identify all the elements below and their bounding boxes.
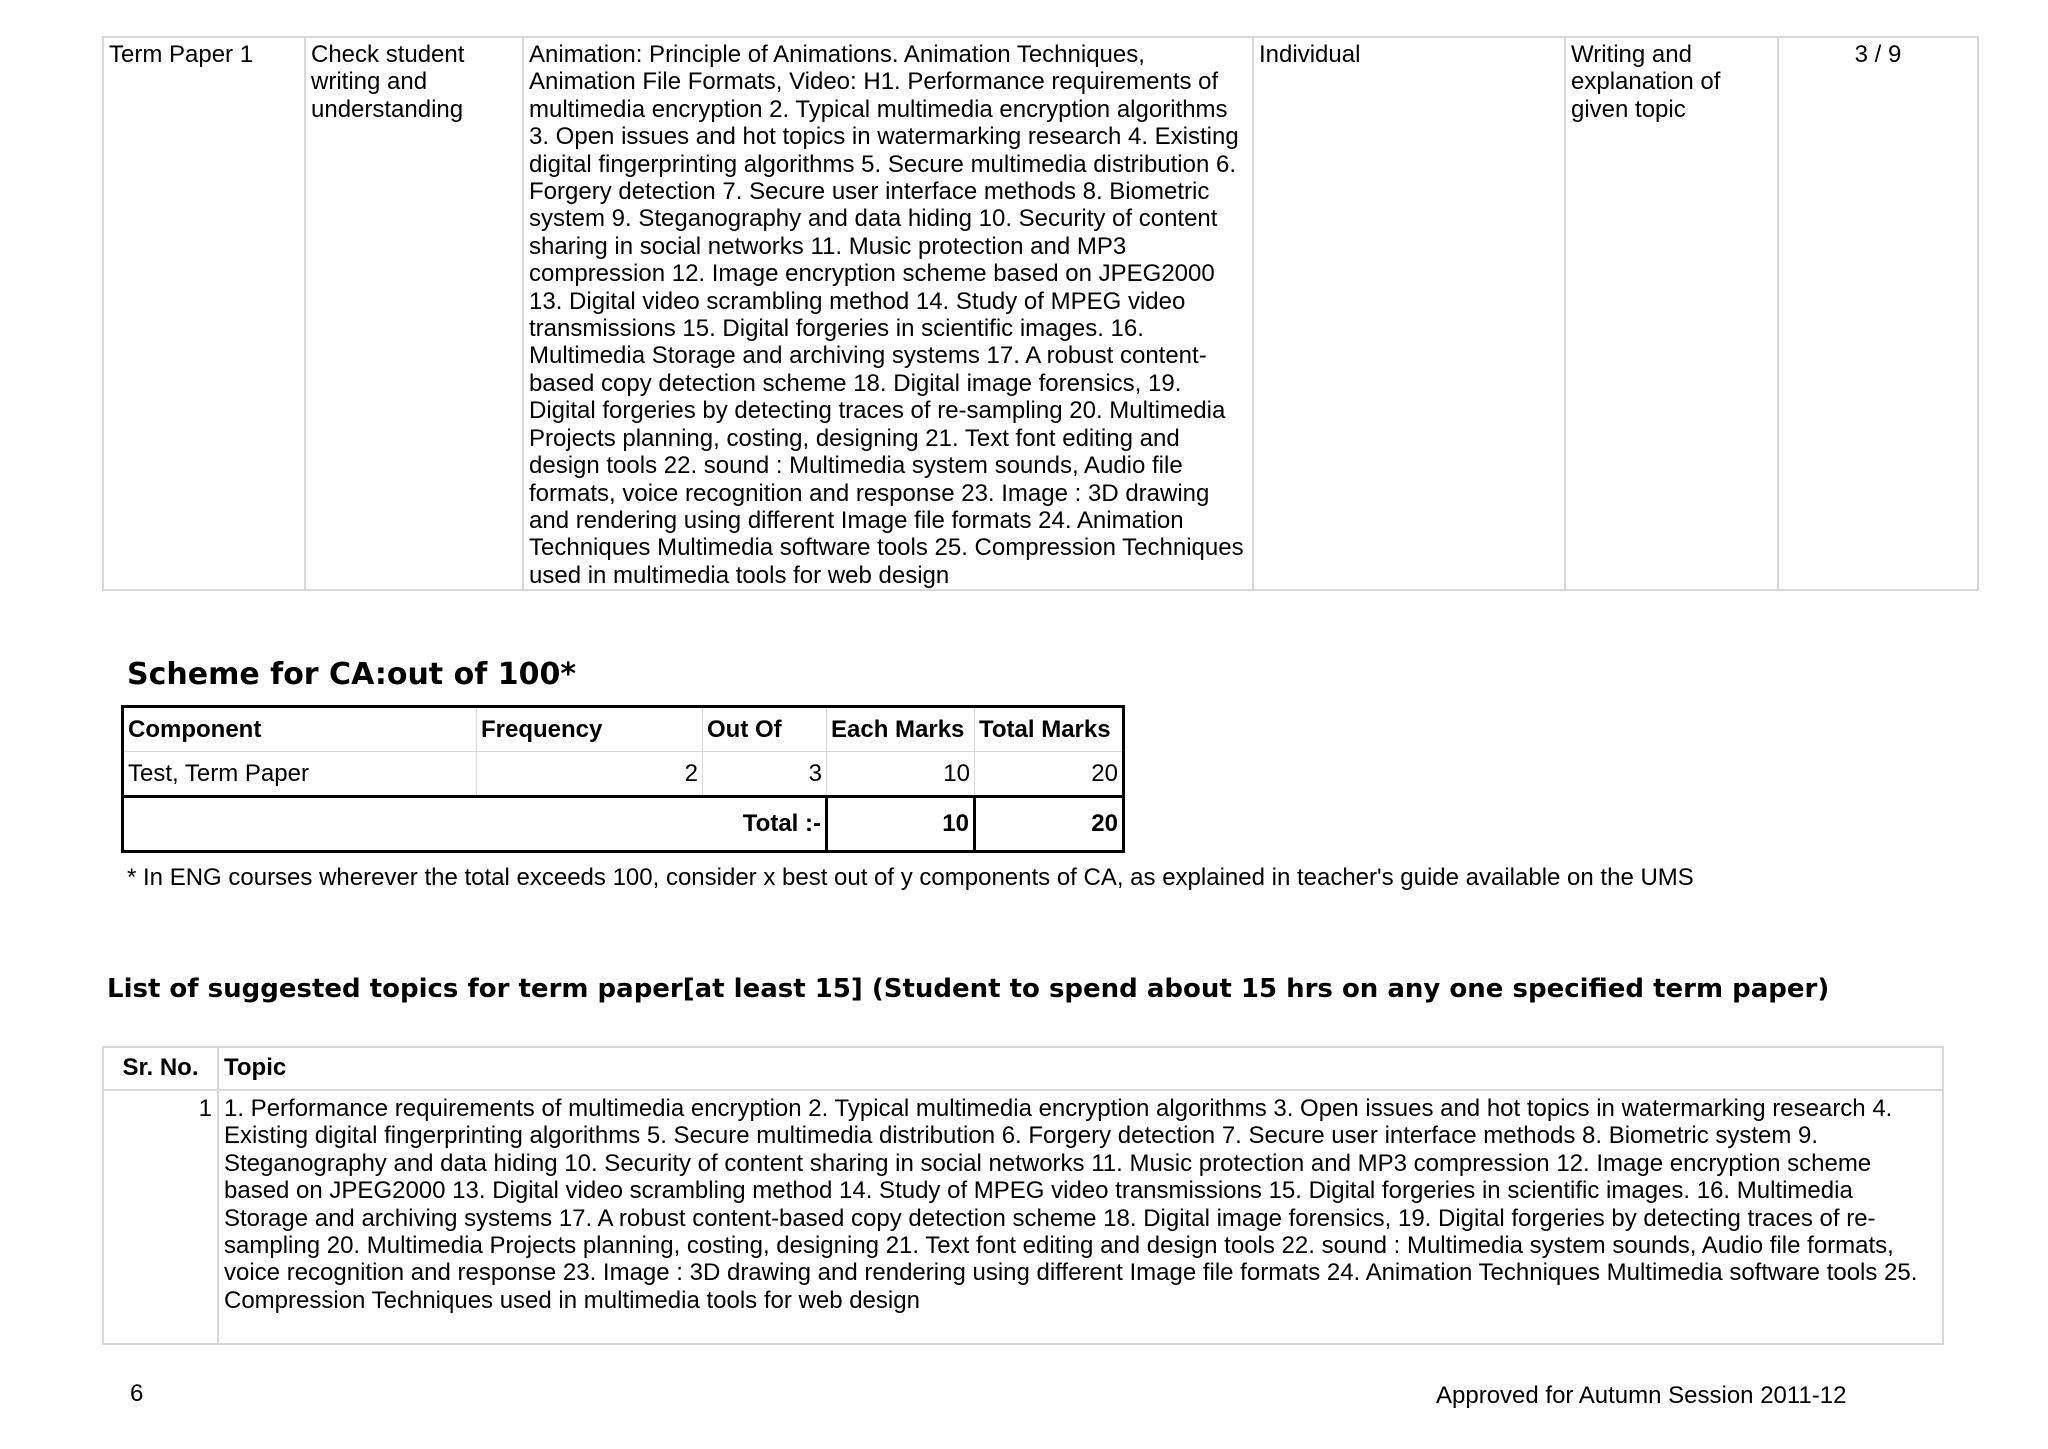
assessment-table xyxy=(102,36,1979,591)
assessment-type-cell: Term Paper 1 xyxy=(103,37,305,590)
scheme-table xyxy=(121,705,1125,853)
topic-text: 1. Performance requirements of multimedia encryption 2. Typical multimedia encryption algorithms 3. Open issues and hot topics in watermarking research 4. Existing digital fingerprinting algorithms 5. Secure multimedia distribution 6. Forgery detection 7. Secure user interface methods 8. Biometric system 9. Steganography and data hiding 10. Security of content sharing in social networks 11. Music protection and MP3 compression 12. Image encryption scheme based on JPEG2000 13. Digital video scrambling method 14. Study of MPEG video transmissions 15. Digital forgeries in scientific images. 16. Multimedia Storage and archiving systems 17. A robust content-based copy detection scheme 18. Digital image forensics, 19. Digital forgeries by detecting traces of re-sampling 20. Multimedia Projects planning, costing, designing 21. Text font editing and design tools 22. sound : Multimedia system sounds, Audio file formats, voice recognition and response 23. Image : 3D drawing and rendering using different Image file formats 24. Animation Techniques Multimedia software tools 25. Compression Techniques used in multimedia tools for web design xyxy=(218,1090,1943,1344)
scheme-header-frequency: Frequency xyxy=(477,707,703,752)
scheme-heading: Scheme for CA:out of 100* xyxy=(127,657,577,692)
scheme-out-of: 3 xyxy=(703,752,827,797)
assessment-weeks-cell: 3 / 9 xyxy=(1778,37,1978,590)
scheme-frequency: 2 xyxy=(477,752,703,797)
scheme-header-each-marks: Each Marks xyxy=(827,707,975,752)
assessment-row xyxy=(103,37,1978,590)
assessment-mode-cell: Individual xyxy=(1253,37,1565,590)
scheme-total-marks: 20 xyxy=(975,752,1124,797)
topics-heading: List of suggested topics for term paper[at least 15] (Student to spend about 15 hrs on any one specified term paper) xyxy=(107,974,1830,1004)
topics-header-topic: Topic xyxy=(218,1047,1943,1090)
assessment-outcome-cell: Writing and explanation of given topic xyxy=(1565,37,1778,590)
assessment-objective-cell: Check student writing and understanding xyxy=(305,37,523,590)
scheme-total-marks-sum: 20 xyxy=(975,797,1124,852)
topics-header-sr: Sr. No. xyxy=(103,1047,218,1090)
scheme-each-marks: 10 xyxy=(827,752,975,797)
ca-footnote: * In ENG courses wherever the total exceeds 100, consider x best out of y components of CA, as explained in teacher's guide available on the UMS xyxy=(127,864,1694,891)
scheme-total-label: Total :- xyxy=(123,797,827,852)
topics-table xyxy=(102,1046,1944,1345)
scheme-row xyxy=(123,752,1124,797)
scheme-component: Test, Term Paper xyxy=(123,752,477,797)
scheme-header-component: Component xyxy=(123,707,477,752)
page-number: 6 xyxy=(130,1380,144,1407)
table-row xyxy=(103,1090,1943,1344)
scheme-total-row xyxy=(123,797,1124,852)
scheme-header-total-marks: Total Marks xyxy=(975,707,1124,752)
scheme-header-row xyxy=(123,707,1124,752)
topics-header-row xyxy=(103,1047,1943,1090)
topic-sr-number: 1 xyxy=(103,1090,218,1344)
approval-note: Approved for Autumn Session 2011-12 xyxy=(1436,1382,1847,1409)
scheme-total-each: 10 xyxy=(827,797,975,852)
assessment-topic-cell: Animation: Principle of Animations. Animation Techniques, Animation File Formats, Video: H1. Performance requirements of multimedia encryption 2. Typical multimedia encryption algorithms 3. Open issues and hot topics in watermarking research 4. Existing digital fingerprinting algorithms 5. Secure multimedia distribution 6. Forgery detection 7. Secure user interface methods 8. Biometric system 9. Steganography and data hiding 10. Security of content sharing in social networks 11. Music protection and MP3 compression 12. Image encryption scheme based on JPEG2000 13. Digital video scrambling method 14. Study of MPEG video transmissions 15. Digital forgeries in scientific images. 16. Multimedia Storage and archiving systems 17. A robust content-based copy detection scheme 18. Digital image forensics, 19. Digital forgeries by detecting traces of re-sampling 20. Multimedia Projects planning, costing, designing 21. Text font editing and design tools 22. sound : Multimedia system sounds, Audio file formats, voice recognition and response 23. Image : 3D drawing and rendering using different Image file formats 24. Animation Techniques Multimedia software tools 25. Compression Techniques used in multimedia tools for web design xyxy=(523,37,1253,590)
scheme-header-out-of: Out Of xyxy=(703,707,827,752)
